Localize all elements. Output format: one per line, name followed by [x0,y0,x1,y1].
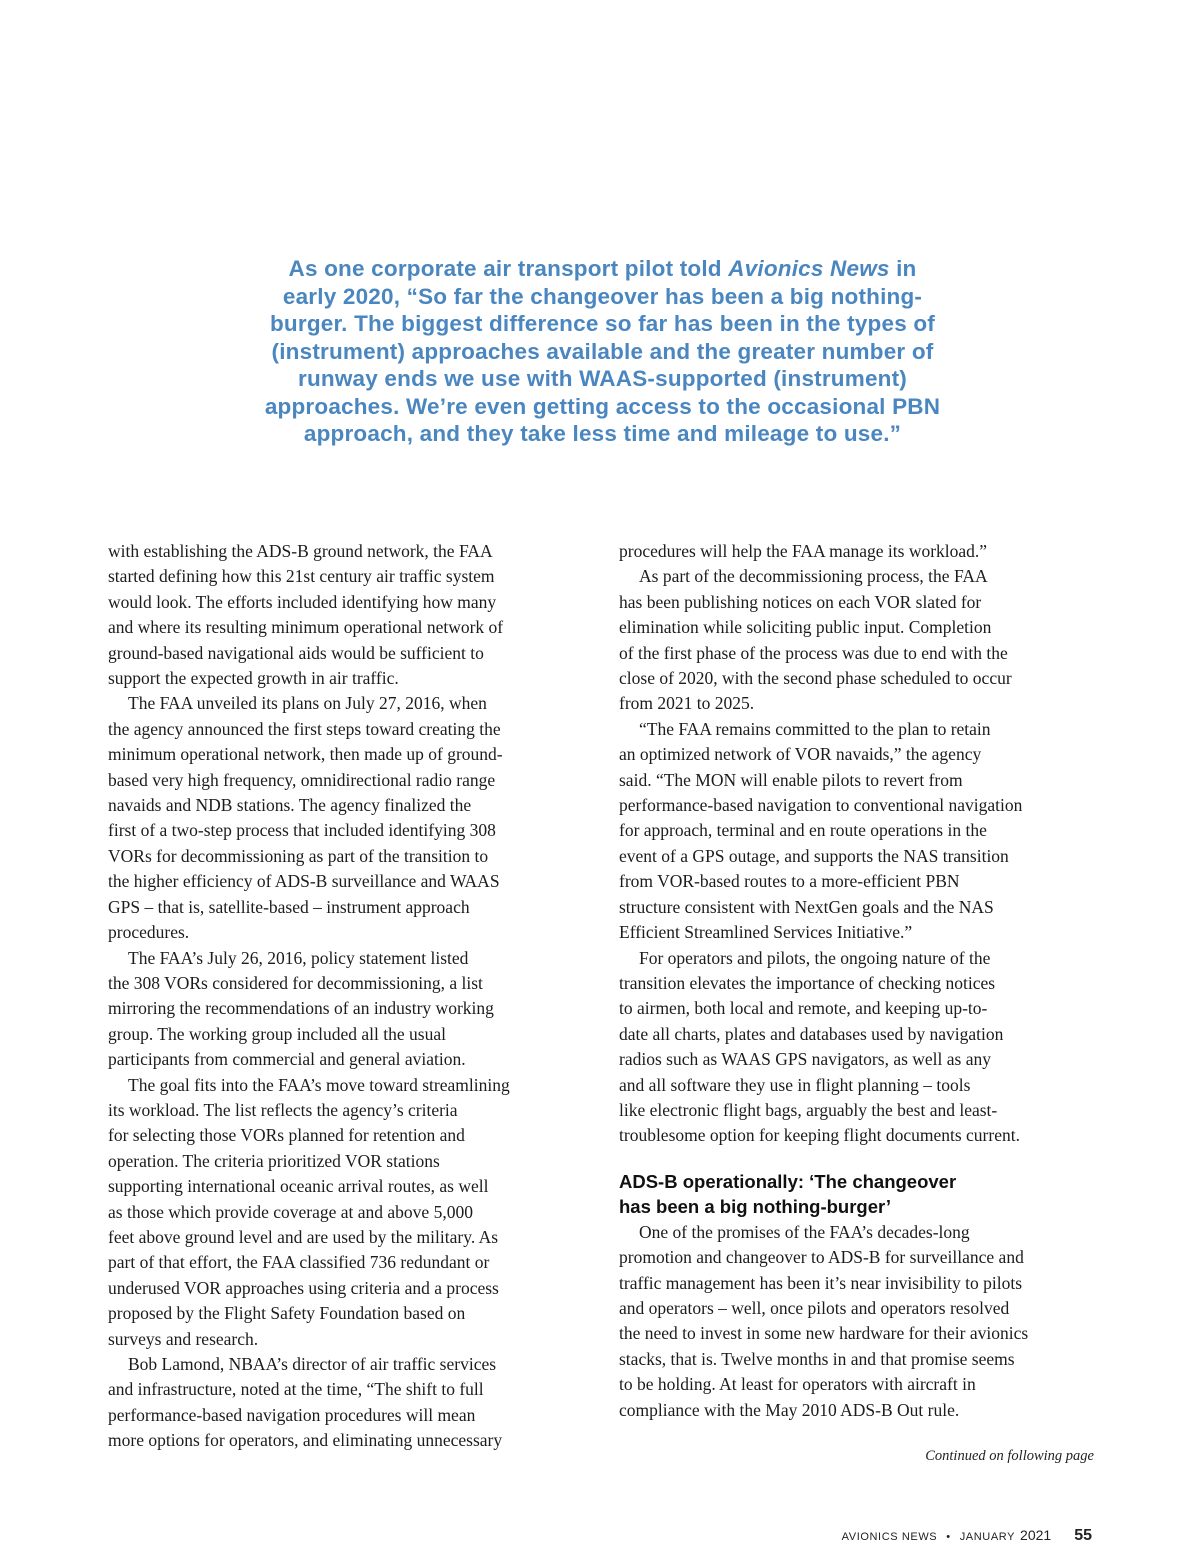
body-line: performance-based navigation procedures will mean [108,1404,476,1425]
body-line: operation. The criteria prioritized VOR stations [108,1150,440,1171]
footer-year: 2021 [1020,1527,1052,1543]
body-line: feet above ground level and are used by the military. As [108,1226,499,1247]
body-line: promotion and changeover to ADS-B for surveillance and [619,1247,1024,1268]
body-line: participants from commercial and general aviation. [108,1049,466,1070]
subhead-line: ADS-B operationally: ‘The changeover [619,1170,957,1192]
body-line: GPS – that is, satellite-based – instrument approach [108,896,470,917]
body-line: procedures will help the FAA manage its workload.” [619,541,988,561]
body-line: the need to invest in some new hardware for their avionics [619,1323,1029,1344]
body-line: mirroring the recommendations of an industry working [108,998,494,1019]
pull-quote-publication: Avionics News [728,256,890,281]
body-line: structure consistent with NextGen goals and the NAS [619,896,994,917]
footer-bullet: • [946,1531,951,1543]
pull-quote-text-start: As one corporate air transport pilot told [288,256,729,281]
body-line: “The FAA remains committed to the plan to retain [639,718,991,739]
body-line: underused VOR approaches using criteria and a process [108,1277,499,1298]
body-line: said. “The MON will enable pilots to revert from [619,769,963,790]
body-line: like electronic flight bags, arguably the best and least- [619,1099,998,1120]
body-line: first of a two-step process that included identifying 308 [108,820,496,841]
body-line: ground-based navigational aids would be sufficient to [108,642,484,663]
pull-quote-text-end: in early 2020, “So far the changeover has been a big nothing-burger. The biggest difference so far has been in the types of (instrument) approaches available and the greater number of runway ends we use with WAAS-supported (instrument) approaches. We’re even getting access to the occasional PBN approach, and they take less time and mileage to use.” [264,256,941,446]
body-line: event of a GPS outage, and supports the NAS transition [619,845,1009,866]
body-line: close of 2020, with the second phase scheduled to occur [619,668,1012,689]
body-line: navaids and NDB stations. The agency finalized the [108,795,472,816]
body-line: from VOR-based routes to a more-efficient PBN [619,871,960,892]
body-line: started defining how this 21st century air traffic system [108,566,495,587]
body-line: date all charts, plates and databases used by navigation [619,1023,1004,1044]
body-line: has been publishing notices on each VOR slated for [619,591,982,612]
subhead-line: has been a big nothing-burger’ [619,1196,892,1218]
body-line: support the expected growth in air traffic. [108,668,399,689]
body-line: from 2021 to 2025. [619,693,755,714]
body-line: of the first phase of the process was due to end with the [619,642,1008,663]
body-line: based very high frequency, omnidirectional radio range [108,769,496,790]
body-line: more options for operators, and eliminating unnecessary [108,1430,503,1451]
body-line: an optimized network of VOR navaids,” the agency [619,744,982,765]
body-line: with establishing the ADS-B ground network, the FAA [108,541,493,561]
body-line: compliance with the May 2010 ADS-B Out rule. [619,1399,960,1420]
body-line: proposed by the Flight Safety Foundation based on [108,1303,466,1324]
page-footer [842,1527,1092,1545]
body-line: to airmen, both local and remote, and keeping up-to- [619,998,988,1019]
body-line: would look. The efforts included identifying how many [108,591,497,612]
page-number: 55 [1074,1527,1092,1544]
right-column [619,539,1101,1423]
left-column [108,539,588,1454]
body-line: surveys and research. [108,1328,259,1349]
body-line: Efficient Streamlined Services Initiative.” [619,922,913,943]
body-line: the higher efficiency of ADS-B surveillance and WAAS [108,871,500,892]
body-line: stacks, that is. Twelve months in and that promise seems [619,1348,1015,1369]
body-line: VORs for decommissioning as part of the transition to [108,845,489,866]
body-line: and infrastructure, noted at the time, “The shift to full [108,1379,484,1400]
body-line: the 308 VORs considered for decommissioning, a list [108,972,483,993]
pull-quote-text [260,255,945,448]
body-line: supporting international oceanic arrival routes, as well [108,1176,489,1197]
body-line: traffic management has been it’s near invisibility to pilots [619,1272,1023,1293]
body-line: performance-based navigation to conventional navigation [619,795,1023,816]
body-line: One of the promises of the FAA’s decades-long [639,1221,970,1242]
body-line: transition elevates the importance of checking notices [619,972,996,993]
body-line: part of that effort, the FAA classified 736 redundant or [108,1252,490,1273]
body-line: As part of the decommissioning process, the FAA [639,566,988,587]
section-subhead [619,1169,1101,1220]
body-line: its workload. The list reflects the agency’s criteria [108,1099,458,1120]
body-line: and operators – well, once pilots and operators resolved [619,1297,1010,1318]
body-line: as those which provide coverage at and above 5,000 [108,1201,473,1222]
body-line: group. The working group included all the usual [108,1023,446,1044]
body-line: the agency announced the first steps toward creating the [108,718,501,739]
body-line: troublesome option for keeping flight documents current. [619,1125,1020,1146]
body-line: radios such as WAAS GPS navigators, as well as any [619,1049,991,1070]
body-line: and all software they use in flight planning – tools [619,1074,971,1095]
body-line: procedures. [108,922,190,943]
body-line: The FAA unveiled its plans on July 27, 2016, when [128,693,487,714]
pull-quote [260,255,945,448]
body-line: Bob Lamond, NBAA’s director of air traffic services [128,1354,497,1374]
body-line: The FAA’s July 26, 2016, policy statement listed [128,947,469,968]
footer-month: JANUARY [959,1531,1016,1543]
body-line: elimination while soliciting public input. Completion [619,617,992,638]
footer-publication: AVIONICS NEWS [841,1531,938,1543]
continued-note: Continued on following page [925,1448,1094,1464]
body-line: The goal fits into the FAA’s move toward streamlining [128,1074,510,1095]
body-line: to be holding. At least for operators with aircraft in [619,1374,976,1395]
body-line: minimum operational network, then made up of ground- [108,744,503,765]
body-line: for selecting those VORs planned for retention and [108,1125,465,1146]
body-line: and where its resulting minimum operational network of [108,617,504,638]
body-line: for approach, terminal and en route operations in the [619,820,987,841]
body-line: For operators and pilots, the ongoing nature of the [639,947,991,968]
